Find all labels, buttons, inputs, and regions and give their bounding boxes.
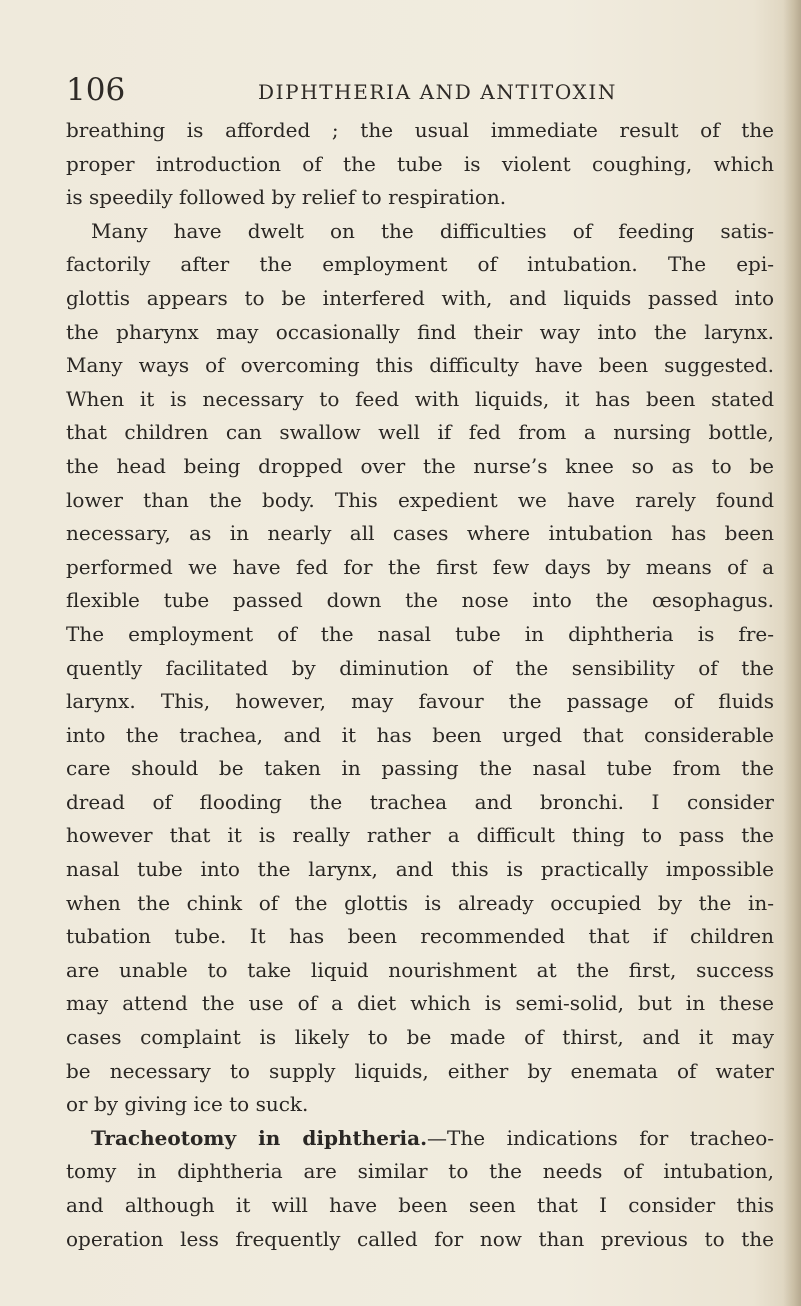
text-line: the head being dropped over the nurse’s knee so as to be xyxy=(66,453,774,478)
text-line: and although it will have been seen that I consider this xyxy=(66,1193,774,1217)
text-line: when the chink of the glottis is already occupied by the in- xyxy=(66,890,774,915)
text-line: Many have dwelt on the difficulties of feeding satis- xyxy=(91,218,774,243)
page-edge-shadow xyxy=(783,0,801,1306)
text-line: operation less frequently called for now than previous to the xyxy=(66,1226,774,1251)
text-line: breathing is afforded ; the usual immediate result of the xyxy=(66,118,774,142)
text-line: flexible tube passed down the nose into the œsophagus. xyxy=(66,588,774,613)
text-line: The employment of the nasal tube in diphtheria is fre- xyxy=(66,621,774,646)
text-line: proper introduction of the tube is violent coughing, which xyxy=(66,151,774,176)
text-line: is speedily followed by relief to respiration. xyxy=(66,185,507,210)
text-line: When it is necessary to feed with liquids, it has been stated xyxy=(66,386,774,411)
text-line: Many ways of overcoming this difficulty have been suggested. xyxy=(66,353,774,378)
text-line: care should be taken in passing the nasal tube from the xyxy=(66,756,774,781)
text-line: however that it is really rather a difficult thing to pass the xyxy=(66,823,774,848)
text-line: nasal tube into the larynx, and this is practically impossible xyxy=(66,857,774,882)
text-line: that children can swallow well if fed from a nursing bottle, xyxy=(66,420,774,445)
text-line: or by giving ice to suck. xyxy=(66,1092,309,1117)
text-line: the pharynx may occasionally find their way into the larynx. xyxy=(66,319,774,344)
text-line: tubation tube. It has been recommended that if children xyxy=(66,924,774,949)
text-line: tomy in diphtheria are similar to the needs of intubation, xyxy=(66,1159,774,1184)
text-line: cases complaint is likely to be made of thirst, and it may xyxy=(66,1025,774,1050)
body-text xyxy=(66,114,774,1256)
text-line: performed we have fed for the first few days by means of a xyxy=(66,554,774,579)
text-line: into the trachea, and it has been urged that considerable xyxy=(66,722,774,747)
text-line: necessary, as in nearly all cases where intubation has been xyxy=(66,521,774,546)
text-line: quently facilitated by diminution of the sensibility of the xyxy=(66,655,774,680)
running-head: DIPHTHERIA AND ANTITOXIN xyxy=(258,80,617,104)
text-line: are unable to take liquid nourishment at the first, success xyxy=(66,957,774,982)
section-heading-line: Tracheotomy in diphtheria.—The indications for tracheo- xyxy=(91,1125,774,1150)
page-header xyxy=(0,72,801,112)
text-line: dread of flooding the trachea and bronchi. I consider xyxy=(66,789,774,814)
text-line: factorily after the employment of intubation. The epi- xyxy=(66,252,774,277)
text-line: larynx. This, however, may favour the passage of fluids xyxy=(66,689,774,714)
page-number: 106 xyxy=(66,72,126,108)
text-line: lower than the body. This expedient we have rarely found xyxy=(66,487,774,512)
text-line: may attend the use of a diet which is semi-solid, but in these xyxy=(66,991,774,1016)
text-line: be necessary to supply liquids, either by enemata of water xyxy=(66,1058,774,1083)
text-line: glottis appears to be interfered with, and liquids passed into xyxy=(66,285,774,310)
section-heading: Tracheotomy in diphtheria. xyxy=(91,1125,428,1150)
